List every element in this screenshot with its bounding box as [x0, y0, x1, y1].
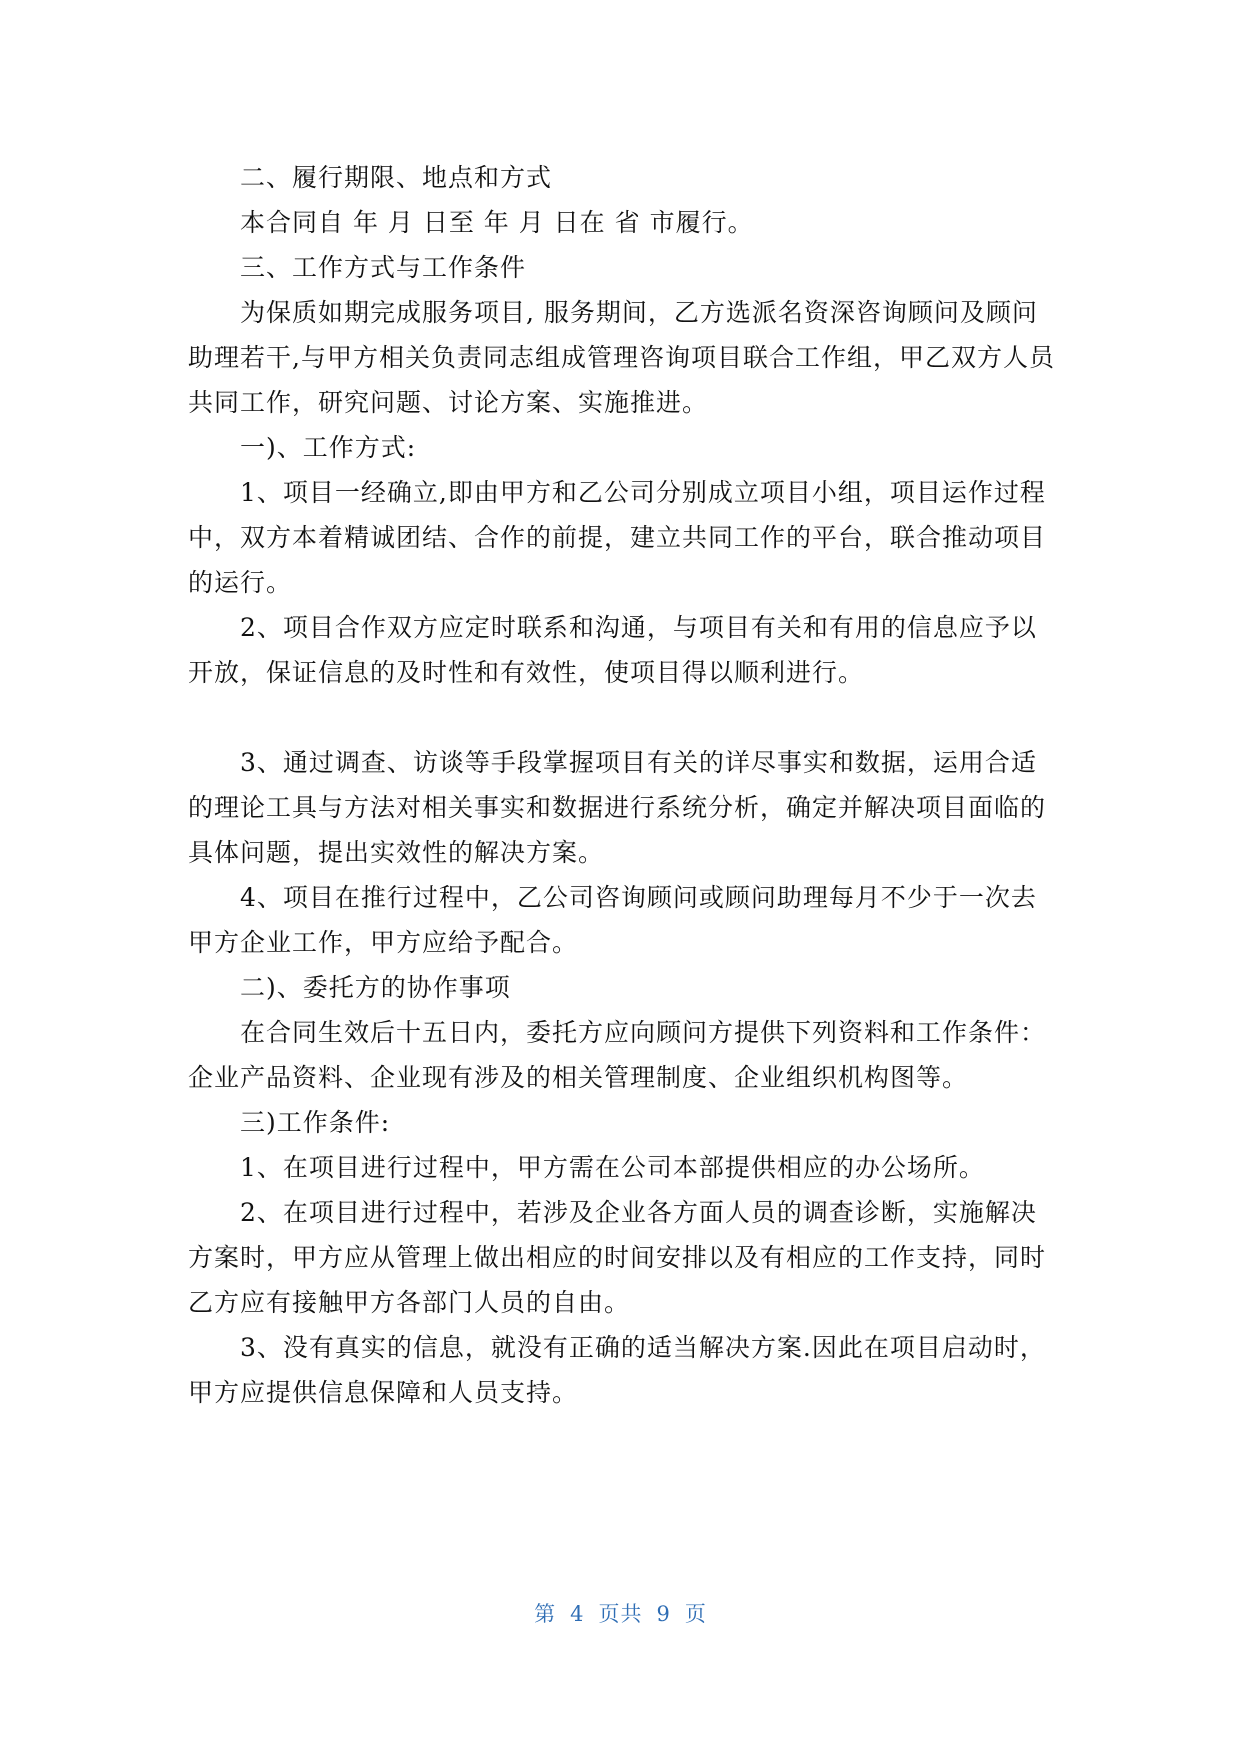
footer-middle: 页共 [598, 1602, 643, 1626]
paragraph-performance-period: 本合同自 年 月 日至 年 月 日在 省 市履行。 [240, 208, 754, 237]
page-footer [0, 1598, 1241, 1628]
list-item-condition-1: 1、在项目进行过程中，甲方需在公司本部提供相应的办公场所。 [240, 1153, 985, 1182]
list-item-method-4: 4、项目在推行过程中，乙公司咨询顾问或顾问助理每月不少于一次去甲方企业工作，甲方应给予配合。 [188, 883, 1037, 957]
subheading-work-method: 一)、工作方式: [240, 433, 417, 462]
section-heading-work-method: 三、工作方式与工作条件 [240, 253, 527, 282]
total-page-number: 9 [656, 1602, 671, 1626]
list-item-method-1: 1、项目一经确立,即由甲方和乙公司分别成立项目小组，项目运作过程中，双方本着精诚团结、合作的前提，建立共同工作的平台，联合推动项目的运行。 [188, 478, 1047, 597]
list-item-method-3: 3、通过调查、访谈等手段掌握项目有关的详尽事实和数据，运用合适的理论工具与方法对相关事实和数据进行系统分析，确定并解决项目面临的具体问题，提出实效性的解决方案。 [188, 748, 1047, 867]
subheading-client-cooperation: 二)、委托方的协作事项 [240, 973, 511, 1002]
list-item-method-2: 2、项目合作双方应定时联系和沟通，与项目有关和有用的信息应予以开放，保证信息的及时性和有效性，使项目得以顺利进行。 [188, 613, 1037, 687]
paragraph-gap [188, 695, 1058, 740]
paragraph-client-materials: 在合同生效后十五日内，委托方应向顾问方提供下列资料和工作条件：企业产品资料、企业现有涉及的相关管理制度、企业组织机构图等。 [188, 1018, 1047, 1092]
current-page-number: 4 [570, 1602, 585, 1626]
paragraph-joint-team: 为保质如期完成服务项目, 服务期间，乙方选派名资深咨询顾问及顾问助理若干,与甲方相关负责同志组成管理咨询项目联合工作组，甲乙双方人员共同工作，研究问题、讨论方案、实施推进。 [188, 298, 1055, 417]
section-heading-term-place: 二、履行期限、地点和方式 [240, 163, 553, 192]
footer-suffix: 页 [684, 1602, 707, 1626]
list-item-condition-3: 3、没有真实的信息，就没有正确的适当解决方案.因此在项目启动时，甲方应提供信息保障和人员支持。 [188, 1333, 1046, 1407]
document-body [188, 155, 1058, 1415]
subheading-work-conditions: 三)工作条件: [240, 1108, 391, 1137]
footer-prefix: 第 [534, 1602, 557, 1626]
list-item-condition-2: 2、在项目进行过程中，若涉及企业各方面人员的调查诊断，实施解决方案时，甲方应从管理上做出相应的时间安排以及有相应的工作支持，同时乙方应有接触甲方各部门人员的自由。 [188, 1198, 1047, 1317]
